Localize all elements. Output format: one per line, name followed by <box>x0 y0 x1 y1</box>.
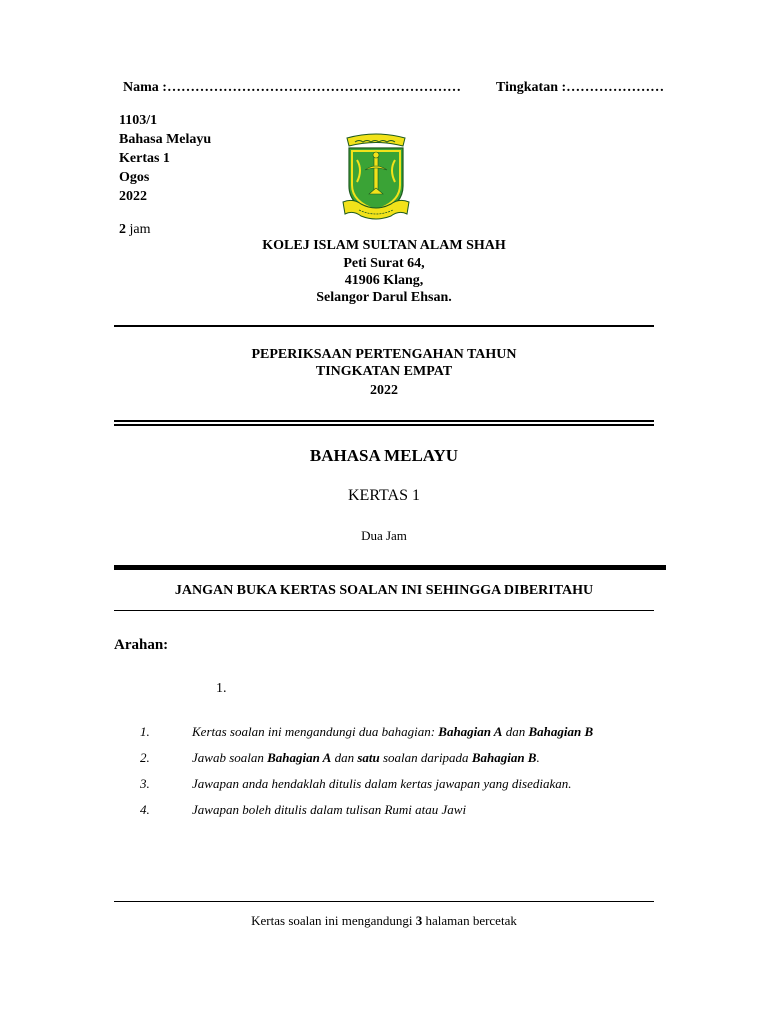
paper-subject: Bahasa Melayu <box>119 132 212 147</box>
school-address-line2: 41906 Klang, <box>344 273 424 288</box>
page-count-note <box>114 913 654 929</box>
stray-list-number: 1. <box>216 681 227 696</box>
paper-month: Ogos <box>119 170 150 185</box>
instruction-text <box>192 776 572 792</box>
instruction-item <box>140 724 670 744</box>
school-address-line3: Selangor Darul Ehsan. <box>316 290 452 305</box>
instruction-text <box>192 724 593 740</box>
name-blank: ……………………………………………………… <box>166 80 461 95</box>
instruction-text <box>192 750 540 766</box>
exam-title-line3: 2022 <box>370 383 398 398</box>
instructions-heading: Arahan: <box>114 637 169 653</box>
page-count-number: 3 <box>415 913 423 928</box>
instruction-fragment: dan <box>331 750 358 765</box>
instruction-text <box>192 802 466 818</box>
subject-title: BAHASA MELAYU <box>309 446 459 465</box>
divider <box>114 424 654 426</box>
instruction-item <box>140 776 670 796</box>
divider <box>114 420 654 422</box>
paper-code: 1103/1 <box>119 113 158 128</box>
instruction-fragment: dan <box>502 724 529 739</box>
duration-number: 2 <box>119 222 126 237</box>
instruction-number: 4. <box>140 802 150 817</box>
warning-text: JANGAN BUKA KERTAS SOALAN INI SEHINGGA DIBERITAHU <box>174 583 594 598</box>
instruction-emphasis: Bahagian A <box>267 750 332 765</box>
subject-paper: KERTAS 1 <box>348 487 420 504</box>
instruction-number: 3. <box>140 776 150 791</box>
form-blank: ………………… <box>566 80 665 95</box>
instruction-fragment: . <box>536 750 540 765</box>
paper-duration <box>119 220 151 239</box>
school-crest-icon <box>341 132 411 222</box>
paper-year: 2022 <box>119 189 147 204</box>
paper-number: Kertas 1 <box>119 151 170 166</box>
instruction-item <box>140 802 670 822</box>
instructions-list <box>140 724 670 834</box>
form-field <box>496 80 664 96</box>
instruction-item <box>140 750 670 770</box>
exam-title-line1: PEPERIKSAAN PERTENGAHAN TAHUN <box>251 347 517 362</box>
school-address-line1: Peti Surat 64, <box>343 256 425 271</box>
divider <box>114 565 666 570</box>
name-label: Nama : <box>123 80 167 95</box>
subject-duration: Dua Jam <box>361 528 407 543</box>
instruction-emphasis: Bahagian A <box>438 724 503 739</box>
instruction-emphasis: Bahagian B <box>528 724 594 739</box>
school-name: KOLEJ ISLAM SULTAN ALAM SHAH <box>262 238 506 253</box>
page-count-after: halaman bercetak <box>422 913 517 928</box>
instruction-fragment: Jawapan boleh ditulis dalam tulisan Rumi atau Jawi <box>192 802 467 817</box>
instruction-emphasis: satu <box>357 750 380 765</box>
divider <box>114 325 654 327</box>
name-field <box>123 80 461 96</box>
page-count-before: Kertas soalan ini mengandungi <box>251 913 416 928</box>
instruction-fragment: Kertas soalan ini mengandungi dua bahagian: <box>192 724 439 739</box>
divider <box>114 901 654 902</box>
instruction-emphasis: Bahagian B <box>471 750 537 765</box>
duration-unit: jam <box>129 222 151 237</box>
instruction-fragment: soalan daripada <box>379 750 472 765</box>
instruction-fragment: Jawapan anda hendaklah ditulis dalam kertas jawapan yang disediakan. <box>192 776 572 791</box>
exam-title-line2: TINGKATAN EMPAT <box>315 364 453 379</box>
instruction-fragment: Jawab soalan <box>192 750 268 765</box>
divider <box>114 610 654 611</box>
instruction-number: 2. <box>140 750 150 765</box>
instruction-number: 1. <box>140 724 150 739</box>
form-label: Tingkatan : <box>496 80 567 95</box>
